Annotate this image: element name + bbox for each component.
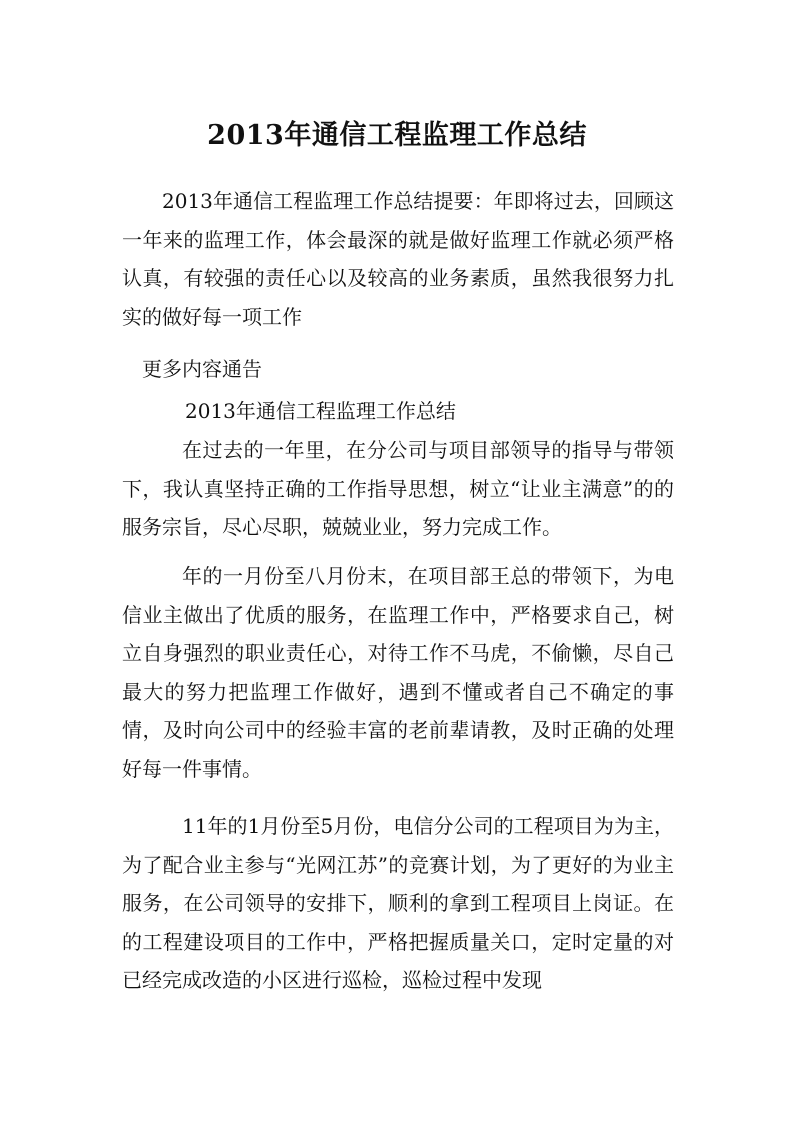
- section-subtitle: 2013年通信工程监理工作总结: [185, 399, 456, 423]
- summary-paragraph: 2013年通信工程监理工作总结提要：年即将过去，回顾这一年来的监理工作，体会最深的就是做好监理工作就必须严格认真，有较强的责任心以及较高的业务素质，虽然我很努力扎实的做好每一项工作: [122, 189, 674, 329]
- body-paragraph-3: 11年的1月份至5月份，电信分公司的工程项目为为主，为了配合业主参与“光网江苏”的竞赛计划，为了更好的为业主服务，在公司领导的安排下，顺利的拿到工程项目上岗证。在的工程建设项目的工作中，严格把握质量关口，定时定量的对已经完成改造的小区进行巡检，巡检过程中发现: [122, 814, 674, 993]
- more-content-link[interactable]: 更多内容通告: [142, 357, 262, 381]
- body-paragraph-1: 在过去的一年里，在分公司与项目部领导的指导与带领下，我认真坚持正确的工作指导思想，树立“让业主满意”的的服务宗旨，尽心尽职，兢兢业业，努力完成工作。: [122, 438, 674, 540]
- body-paragraph-2: 年的一月份至八月份末，在项目部王总的带领下，为电信业主做出了优质的服务，在监理工作中，严格要求自己，树立自身强烈的职业责任心，对待工作不马虎，不偷懒，尽自己最大的努力把监理工作做好，遇到不懂或者自己不确定的事情，及时向公司中的经验丰富的老前辈请教，及时正确的处理好每一件事情。: [122, 564, 674, 781]
- document-title: 2013年通信工程监理工作总结: [207, 120, 587, 152]
